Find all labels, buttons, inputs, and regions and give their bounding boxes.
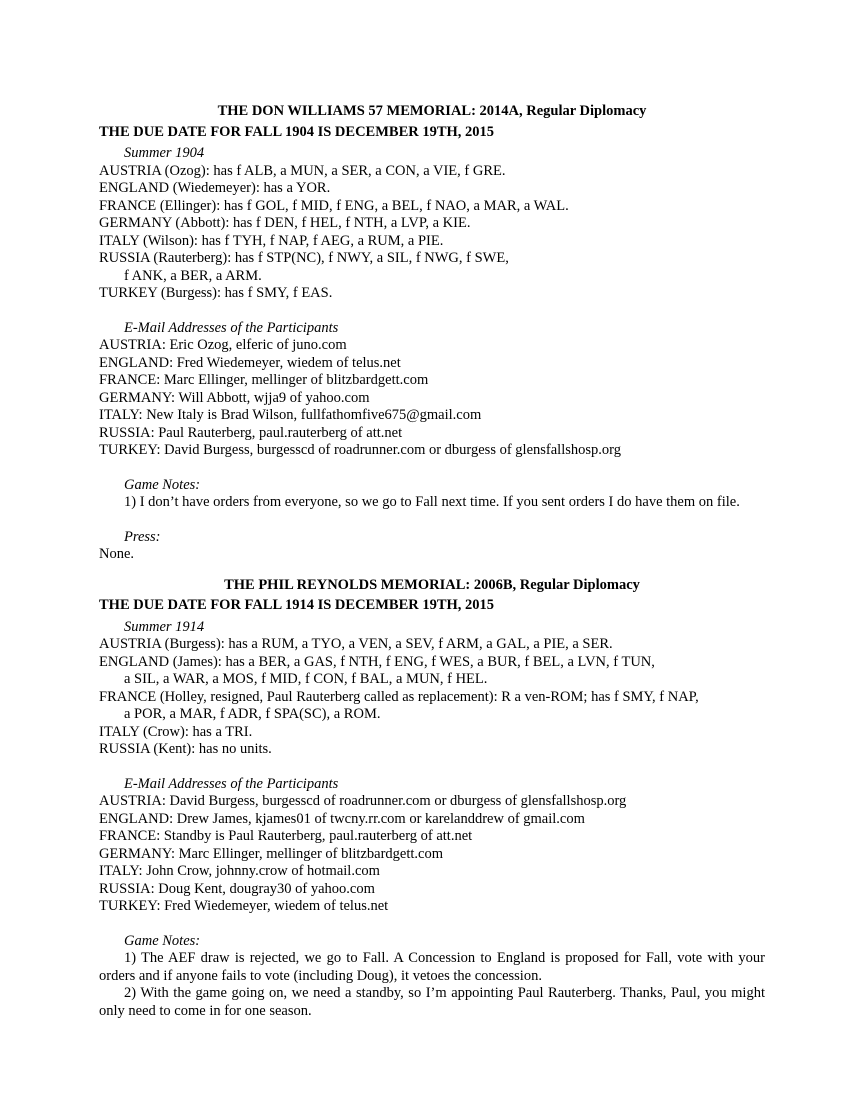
spacer [99, 564, 765, 577]
spacer [99, 512, 765, 525]
spacer [99, 303, 765, 316]
game-title: THE DON WILLIAMS 57 MEMORIAL: 2014A, Regular Diplomacy [217, 103, 647, 119]
unit-line-germany: GERMANY (Abbott): has f DEN, f HEL, f NTH, a LVP, a KIE. [99, 215, 471, 231]
email-addresses-header: E-Mail Addresses of the Participants [124, 775, 339, 792]
unit-line-italy: ITALY (Crow): has a TRI. [99, 723, 253, 740]
spacer [99, 759, 765, 772]
unit-line-england: ENGLAND (Wiedemeyer): has a YOR. [99, 180, 331, 196]
game-note-paragraph: 1) I don’t have orders from everyone, so we go to Fall next time. If you sent orders I do have them on file. [124, 494, 740, 510]
email-line-france: FRANCE: Standby is Paul Rauterberg, paul.rauterberg of att.net [99, 828, 473, 844]
email-line-turkey: TURKEY: David Burgess, burgesscd of roadrunner.com or dburgess of glensfallshosp.org [99, 442, 621, 458]
game-section-phil-reynolds [99, 577, 765, 1021]
game-notes-header: Game Notes: [124, 476, 201, 493]
unit-line-russia-continuation: f ANK, a BER, a ARM. [124, 267, 262, 284]
email-addresses-header: E-Mail Addresses of the Participants [124, 319, 339, 336]
unit-line-austria: AUSTRIA (Ozog): has f ALB, a MUN, a SER, a CON, a VIE, f GRE. [99, 162, 506, 179]
email-line-austria: AUSTRIA: Eric Ozog, elferic of juno.com [99, 337, 347, 353]
unit-line-england: ENGLAND (James): has a BER, a GAS, f NTH, f ENG, f WES, a BUR, f BEL, a LVN, f TUN, [99, 653, 655, 670]
game-title: THE PHIL REYNOLDS MEMORIAL: 2006B, Regular Diplomacy [224, 576, 640, 593]
game-note-paragraph: 2) With the game going on, we need a standby, so I’m appointing Paul Rauterberg. Thanks, Paul, you might only need to come in for one season. [99, 985, 765, 1019]
email-line-austria: AUSTRIA: David Burgess, burgesscd of roadrunner.com or dburgess of glensfallshosp.org [99, 793, 627, 809]
spacer [99, 916, 765, 929]
press-content: None. [99, 546, 135, 562]
season-header: Summer 1914 [124, 618, 205, 635]
unit-line-russia: RUSSIA (Rauterberg): has f STP(NC), f NWY, a SIL, f NWG, f SWE, [99, 250, 509, 266]
unit-line-italy: ITALY (Wilson): has f TYH, f NAP, f AEG, a RUM, a PIE. [99, 232, 444, 249]
unit-line-austria: AUSTRIA (Burgess): has a RUM, a TYO, a VEN, a SEV, f ARM, a GAL, a PIE, a SER. [99, 636, 613, 652]
unit-line-england-continuation: a SIL, a WAR, a MOS, f MID, f CON, f BAL, a MUN, f HEL. [124, 671, 488, 687]
unit-line-france-continuation: a POR, a MAR, f ADR, f SPA(SC), a ROM. [124, 706, 381, 722]
email-line-england: ENGLAND: Fred Wiedemeyer, wiedem of telus.net [99, 354, 401, 371]
email-line-italy: ITALY: John Crow, johnny.crow of hotmail.com [99, 863, 380, 879]
game-section-don-williams [99, 103, 765, 564]
unit-line-france: FRANCE (Holley, resigned, Paul Rauterberg called as replacement): R a ven-ROM; has f SMY, f NAP, [99, 688, 699, 705]
press-header: Press: [124, 528, 161, 545]
season-header: Summer 1904 [124, 145, 205, 161]
email-line-turkey: TURKEY: Fred Wiedemeyer, wiedem of telus.net [99, 898, 389, 914]
email-line-england: ENGLAND: Drew James, kjames01 of twcny.rr.com or karelanddrew of gmail.com [99, 810, 585, 827]
unit-line-russia: RUSSIA (Kent): has no units. [99, 741, 272, 757]
game-notes-header: Game Notes: [124, 932, 201, 949]
email-line-germany: GERMANY: Marc Ellinger, mellinger of blitzbardgett.com [99, 845, 443, 862]
spacer [99, 460, 765, 473]
due-date-line: THE DUE DATE FOR FALL 1914 IS DECEMBER 19TH, 2015 [99, 597, 495, 613]
email-line-russia: RUSSIA: Doug Kent, dougray30 of yahoo.com [99, 880, 375, 897]
due-date-line: THE DUE DATE FOR FALL 1904 IS DECEMBER 19TH, 2015 [99, 123, 495, 140]
email-line-russia: RUSSIA: Paul Rauterberg, paul.rauterberg of att.net [99, 424, 403, 441]
unit-line-france: FRANCE (Ellinger): has f GOL, f MID, f ENG, a BEL, f NAO, a MAR, a WAL. [99, 197, 569, 214]
email-line-france: FRANCE: Marc Ellinger, mellinger of blitzbardgett.com [99, 372, 429, 388]
email-line-italy: ITALY: New Italy is Brad Wilson, fullfathomfive675@gmail.com [99, 407, 482, 423]
email-line-germany: GERMANY: Will Abbott, wjja9 of yahoo.com [99, 389, 370, 406]
unit-line-turkey: TURKEY (Burgess): has f SMY, f EAS. [99, 285, 333, 301]
game-note-paragraph: 1) The AEF draw is rejected, we go to Fall. A Concession to England is proposed for Fall, vote with your orders and if anyone fails to vote (including Doug), it vetoes the concession. [99, 950, 765, 984]
